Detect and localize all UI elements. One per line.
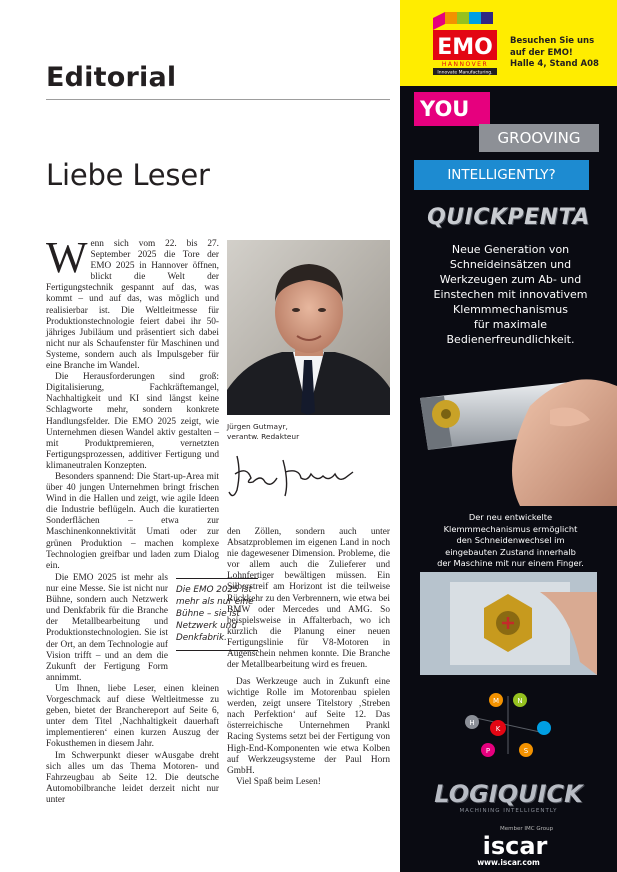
visit-line-3: Halle 4, Stand A08 (510, 59, 599, 69)
ad-copy-1-line: Schneideinsätzen und (449, 258, 572, 271)
drop-cap: W (46, 233, 88, 282)
logiquick-logo: LOGIQUICK (434, 780, 583, 808)
column-1-bottom (46, 684, 219, 806)
paragraph-1-text: enn sich vom 22. bis 27. September 2025 die Tore der EMO 2025 in Hannover öffnen, blickt die Welt der Fertigungstechnik gespannt auf das, was kommt – und auf das, was möglich und realisierbar ist. Die Weltleitmesse für Produktionstechnologie feiert dabei ihr 50-jähriges Jubiläum und präsentiert sich dabei nicht nur als Schaufenster für Maschinen und Systeme, sondern auch als Impulsgeber für eine Branche im Wandel. (46, 239, 219, 372)
hex-letter: N (517, 697, 523, 705)
emo-banner[interactable] (400, 0, 617, 86)
section-title: Editorial (46, 62, 177, 93)
caption-name: Jürgen Gutmayr, (227, 422, 288, 431)
headline: Liebe Leser (46, 158, 210, 192)
ad-copy-2-line: den Schneidenwechsel im (456, 535, 565, 545)
paragraph-4: Die EMO 2025 ist mehr als nur eine Messe. Sie ist nicht nur Bühne, sondern auch Netzwerk und Denkfabrik für die Branche der Metallbearbeitung und Produktionstechnologien. Sie ist der Ort, an dem Technologie auf Vision trifft – und an dem die Zukunft der Fertigung Form annimmt. (46, 573, 168, 683)
paragraph-9: Viel Spaß beim Lesen! (236, 776, 321, 787)
column-1-top (46, 233, 219, 572)
iscar-url[interactable]: www.iscar.com (477, 858, 540, 867)
ad-copy-1-line: für maximale (473, 318, 548, 331)
intelligently-label: INTELLIGENTLY? (414, 160, 589, 190)
signature (227, 452, 367, 502)
iscar-logo (470, 832, 560, 858)
ad-copy-1-line: Klemmmechanismus (453, 303, 568, 316)
hex-letter: H (469, 719, 475, 727)
visit-info (510, 36, 599, 71)
emo-logo-text: EMO (437, 35, 493, 60)
paragraph-7: den Zöllen, sondern auch unter Absatzproblemen im eigenen Land in noch nie dagewesener Dimension. Probleme, die vor allem auch die Zulieferer und Lohnfertiger bewältigen müssen. Ein Silberstreif am Horizont ist die teilweise Rückkehr zu den Verbrennern, wie etwa bei BMW oder Mercedes und AMG. So beispielsweise in Affalterbach, wo ich kürzlich die Planung einer neuen Fertigungslinie für V8-Motoren in Augenschein nehmen konnte. Die Branche der Metallbearbeitung wird es freuen. (227, 527, 390, 671)
ad-copy-2-line: der Maschine mit nur einem Finger. (437, 558, 584, 568)
ad-copy-1-line: Bedienerfreundlichkeit. (446, 333, 575, 346)
column-2-bottom (227, 677, 390, 788)
pull-quote: Die EMO 2025 ist mehr als nur eine Bühne – sie ist Netzwerk und Denkfabrik. (176, 578, 258, 651)
iscar-logo-text: iscar (482, 832, 548, 858)
logiquick-tagline: MACHINING INTELLIGENTLY (459, 808, 558, 814)
emo-logo-sub: HANNOVER (441, 61, 489, 68)
paragraph-1 (46, 233, 219, 372)
paragraph-8: Das Werkzeuge auch in Zukunft eine wichtige Rolle im Motorenbau spielen werden, zeigt unsere Titelstory ‚Streben nach Perfektion‘ auf Seite 12. Das österreichische Unternehmen Prankl Racing Systems setzt bei der Fertigung von High-End-Komponenten wie etwa Kolben auf Werkzeugsysteme der Paul Horn GmbH. (227, 677, 390, 776)
ad-copy-1 (418, 242, 603, 347)
title-divider (46, 99, 390, 100)
emo-logo (429, 8, 501, 75)
ad-copy-2-line: eingebauten Zustand innerhalb (445, 546, 576, 557)
ad-copy-1-line: Einstechen mit innovativem (433, 288, 588, 301)
paragraph-5: Um Ihnen, liebe Leser, einen kleinen Vorgeschmack auf diese Weltleitmesse zu geben, bietet der Branchereport auf Seite 6, unter dem Titel ‚Nachhaltigkeit dauerhaft implementieren‘ einen kurzen Auszug der Fokusthemen in diesem Jahr. (46, 684, 219, 750)
grooving-label: GROOVING (479, 124, 599, 152)
you-label: YOU (414, 92, 490, 126)
ad-copy-1-line: Neue Generation von (451, 243, 570, 256)
member-label: Member IMC Group (500, 826, 554, 832)
paragraph-6: Im Schwerpunkt dieser wAusgabe dreht sich alles um das Thema Motoren- und Fahrzeugbau ab Seite 12. Die deutsche Automobilbranche leidet derzeit nicht nur unter (46, 750, 219, 805)
editor-portrait (227, 240, 390, 415)
column-2-top (227, 527, 390, 671)
visit-line-2: auf der EMO! (510, 47, 573, 58)
ad-copy-2-line: Der neu entwickelte (468, 512, 553, 522)
column-1-middle (46, 573, 168, 684)
emo-tagline: Innovate Manufacturing. (437, 70, 493, 75)
hexagon-grade-icons (458, 688, 558, 762)
advertisement[interactable] (400, 0, 617, 872)
portrait-illustration (227, 240, 390, 415)
portrait-caption (227, 422, 299, 442)
caption-role: verantw. Redakteur (227, 432, 300, 441)
ad-copy-2-line: Klemmmechanismus ermöglicht (443, 523, 578, 534)
hex-letter: P (485, 747, 491, 755)
paragraph-3: Besonders spannend: Die Start-up-Area mit über 40 jungen Unternehmen bringt frischen Wind in die Hallen und zeigt, wie agile Ideen die Industrie beflügeln. Auch die kuratierten Sonderflächen – etwa zur Maschinenkonnektivität Umati oder zur grünen Produktion – machen komplexe Technologien greifbar und laden zum Dialog ein. (46, 471, 219, 571)
quickpenta-logo: QUICKPENTA (427, 205, 590, 230)
hex-letter: M (492, 697, 500, 705)
visit-line-1: Besuchen Sie uns (510, 36, 595, 46)
ad-copy-1-line: Werkzeugen zum Ab- und (439, 273, 582, 286)
tool-in-hand-image (400, 346, 617, 506)
clamping-closeup-image (420, 572, 597, 675)
ad-copy-2 (418, 512, 603, 570)
hex-letter: K (495, 725, 501, 733)
hex-letter: S (523, 747, 529, 755)
paragraph-2: Die Herausforderungen sind groß: Digitalisierung, Fachkräftemangel, Nachhaltigkeit und KI sind längst keine Schlagworte mehr, sondern konkrete Handlungsfelder. Die EMO 2025 zeigt, wie Unternehmen diesen Wandel aktiv gestalten – mit Produktpremieren, vernetzten Fertigungsprozessen, additiver Fertigung und klimaneutralen Konzepten. (46, 372, 219, 471)
